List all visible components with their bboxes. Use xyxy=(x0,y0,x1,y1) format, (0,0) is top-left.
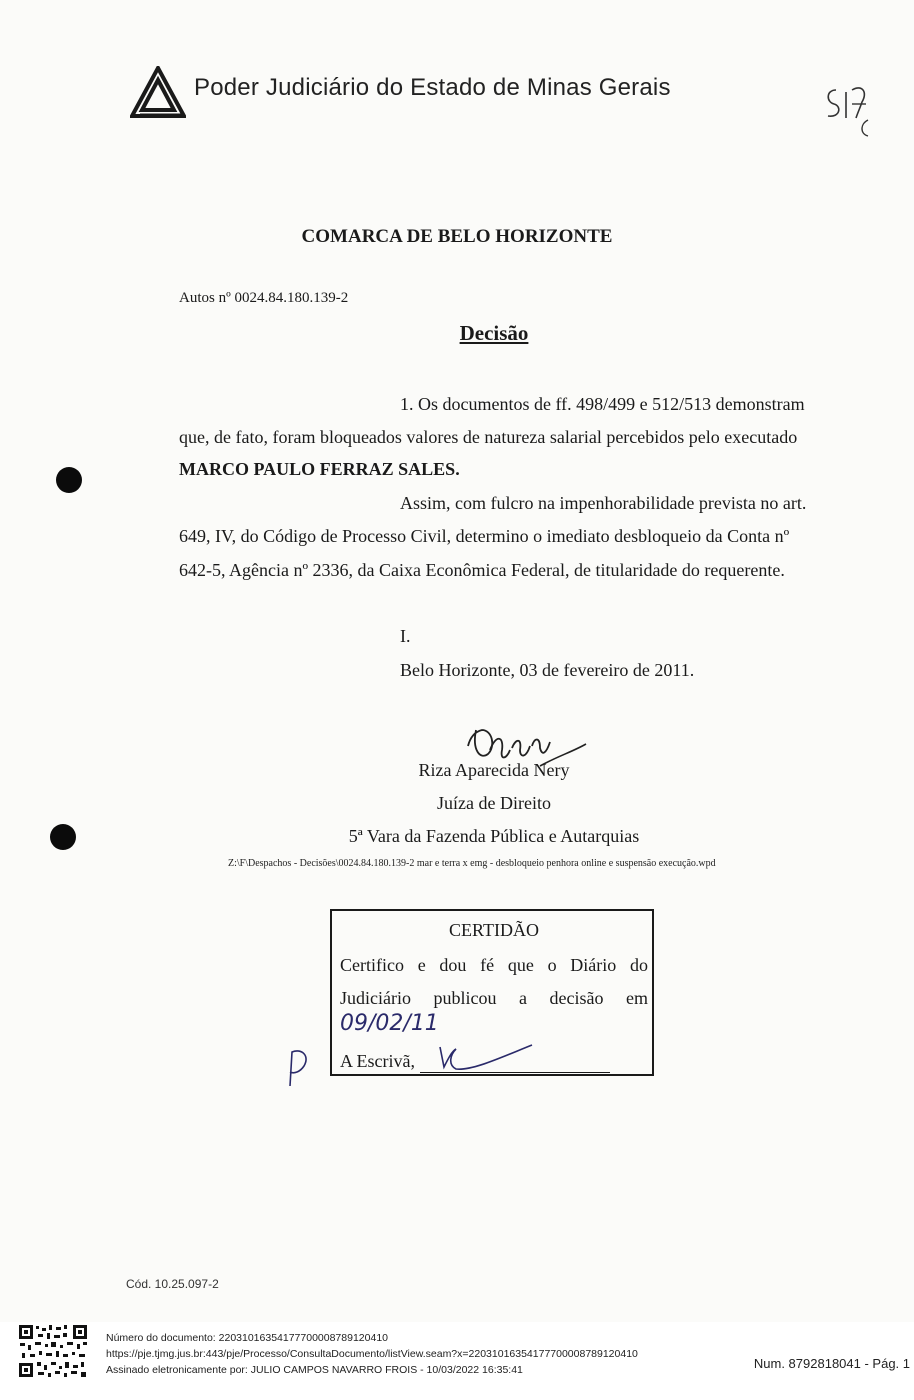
cert-word: que xyxy=(507,955,534,975)
tjmg-triangle-logo-icon xyxy=(130,66,186,118)
form-code: Cód. 10.25.097-2 xyxy=(126,1277,219,1291)
court-header-title: Poder Judiciário do Estado de Minas Gerais xyxy=(194,74,671,101)
footer-document-number: Número do documento: 22031016354177700008789120410 xyxy=(106,1332,388,1344)
qr-code-icon xyxy=(18,1324,88,1378)
pje-footer xyxy=(0,1322,914,1400)
executed-party-name: MARCO PAULO FERRAZ SALES. xyxy=(179,459,460,479)
certidao-title: CERTIDÃO xyxy=(449,920,539,940)
case-number: Autos nº 0024.84.180.139-2 xyxy=(179,290,349,306)
cert-word: Certifico xyxy=(340,955,404,975)
decision-heading: Decisão xyxy=(459,321,529,345)
certidao-line2 xyxy=(340,988,648,1009)
cert-word: o xyxy=(547,955,557,975)
paragraph1-line2: que, de fato, foram bloqueados valores de natureza salarial percebidos pelo executado xyxy=(179,427,798,447)
certidao-handwritten-date: 09/02/11 xyxy=(340,1011,439,1036)
closing-i: I. xyxy=(400,626,411,646)
signer-court: 5ª Vara da Fazenda Pública e Autarquias xyxy=(348,826,640,846)
cert-word: a xyxy=(518,988,527,1008)
file-path: Z:\F\Despachos - Decisões\0024.84.180.139-2 mar e terra x emg - desbloqueio penhora online e suspensão execução.wpd xyxy=(228,858,716,869)
certidao-box xyxy=(330,909,654,1076)
cert-word: Judiciário xyxy=(340,988,411,1008)
cert-word: publicou xyxy=(433,988,497,1008)
footer-signed-by: Assinado eletronicamente por: JULIO CAMPOS NAVARRO FROIS - 10/03/2022 16:35:41 xyxy=(106,1364,523,1376)
punch-hole-top xyxy=(56,467,82,493)
place-and-date: Belo Horizonte, 03 de fevereiro de 2011. xyxy=(400,660,695,680)
escriva-label: A Escrivã, xyxy=(340,1051,415,1071)
signer-role: Juíza de Direito xyxy=(437,793,551,813)
cert-word: decisão xyxy=(549,988,604,1008)
cert-word: em xyxy=(625,988,648,1008)
signer-name: Riza Aparecida Nery xyxy=(418,760,570,780)
footer-url[interactable]: https://pje.tjmg.jus.br:443/pje/Processo/ConsultaDocumento/listView.seam?x=22031016354177700008789120410 xyxy=(106,1348,638,1360)
paragraph2-line3: 642-5, Agência nº 2336, da Caixa Econômica Federal, de titularidade do requerente. xyxy=(179,560,785,580)
certidao-line1 xyxy=(340,955,648,976)
handwritten-page-number xyxy=(822,80,882,140)
comarca-title: COMARCA DE BELO HORIZONTE xyxy=(301,226,613,247)
footer-num-page: Num. 8792818041 - Pág. 1 xyxy=(753,1356,910,1371)
cert-word: dou xyxy=(439,955,467,975)
punch-hole-bottom xyxy=(50,824,76,850)
paragraph2-line1: Assim, com fulcro na impenhorabilidade prevista no art. xyxy=(400,493,807,513)
cert-word: Diário xyxy=(570,955,617,975)
cert-word: fé xyxy=(480,955,495,975)
paragraph1-line1: 1. Os documentos de ff. 498/499 e 512/513 demonstram xyxy=(400,394,805,414)
cert-word: e xyxy=(417,955,426,975)
paragraph2-line2: 649, IV, do Código de Processo Civil, determino o imediato desbloqueio da Conta nº xyxy=(179,526,790,546)
handwritten-initial-icon xyxy=(282,1046,312,1088)
cert-word: do xyxy=(629,955,648,975)
escriva-signature-icon xyxy=(412,1041,542,1075)
